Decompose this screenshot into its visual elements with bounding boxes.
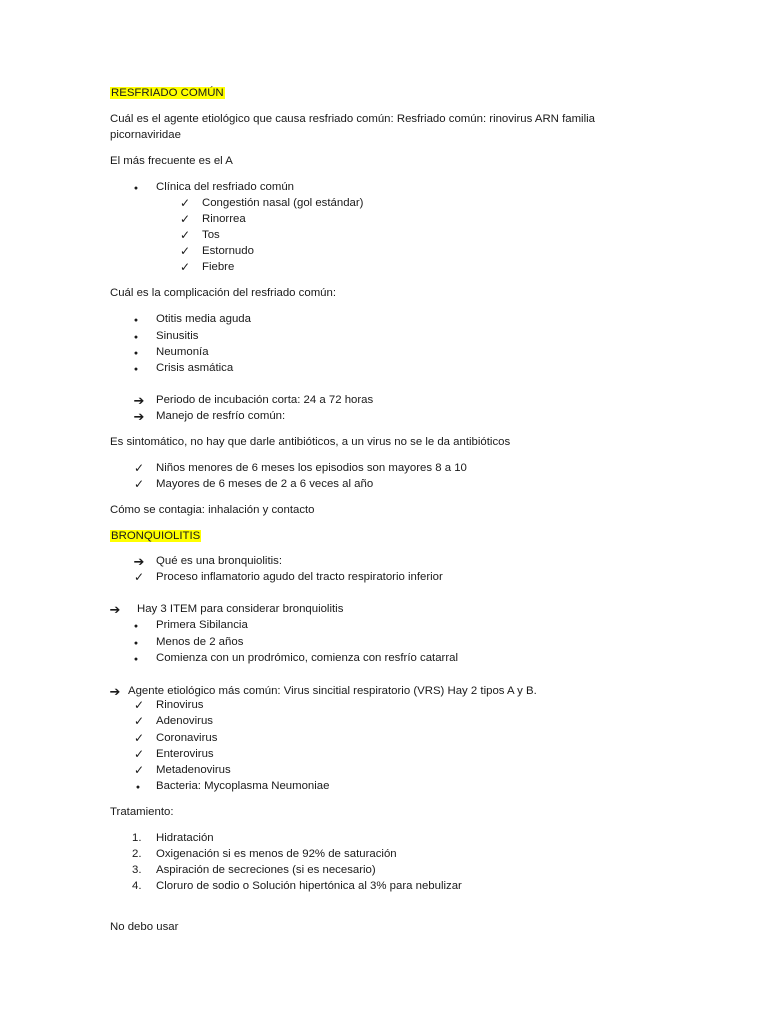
- list-item-management: Manejo de resfrío común:: [156, 410, 286, 422]
- check-icon: ✓: [133, 461, 145, 475]
- paragraph-no-debo-usar: No debo usar: [110, 921, 179, 933]
- list-item-criterion: Primera Sibilancia: [156, 619, 248, 631]
- arrow-right-icon: ➔: [109, 602, 121, 617]
- section-heading-resfriado: [110, 86, 225, 101]
- check-icon: ✓: [133, 747, 145, 761]
- paragraph-agent-question: Cuál es el agente etiológico que causa resfriado común: Resfriado común: rinovirus ARN familia: [110, 113, 595, 125]
- list-item-treatment: Cloruro de sodio o Solución hipertónica al 3% para nebulizar: [156, 880, 462, 892]
- list-item-complication: Neumonía: [156, 346, 209, 358]
- paragraph-complication-question: Cuál es la complicación del resfriado común:: [110, 287, 337, 299]
- check-icon: ✓: [179, 212, 191, 226]
- section-heading-bronquiolitis: [110, 529, 201, 544]
- paragraph-agent-question-cont: picornaviridae: [110, 129, 181, 141]
- bullet-icon: [129, 361, 143, 377]
- bullet-icon: [129, 618, 143, 634]
- list-item-virus: Coronavirus: [156, 732, 218, 744]
- paragraph-contagion: Cómo se contagia: inhalación y contacto: [110, 504, 315, 516]
- check-icon: ✓: [133, 714, 145, 728]
- check-icon: ✓: [133, 698, 145, 712]
- arrow-right-icon: ➔: [109, 684, 121, 699]
- list-item-symptom: Tos: [202, 229, 220, 241]
- heading-highlight: BRONQUIOLITIS: [111, 530, 201, 542]
- bullet-icon: [129, 635, 143, 651]
- bullet-icon: [129, 345, 143, 361]
- list-number: 4.: [132, 880, 142, 892]
- list-item-treatment: Hidratación: [156, 832, 214, 844]
- list-item-complication: Sinusitis: [156, 330, 199, 342]
- list-item-what-is: Qué es una bronquiolitis:: [156, 555, 283, 567]
- list-item-virus: Adenovirus: [156, 715, 213, 727]
- check-icon: ✓: [179, 228, 191, 242]
- arrow-right-icon: ➔: [133, 409, 145, 424]
- list-item-clinica: Clínica del resfriado común: [156, 181, 295, 193]
- bullet-icon: [129, 180, 143, 196]
- bullet-icon: [129, 651, 143, 667]
- list-item-virus: Metadenovirus: [156, 764, 231, 776]
- paragraph-most-frequent: El más frecuente es el A: [110, 155, 233, 167]
- arrow-right-icon: ➔: [133, 393, 145, 408]
- list-item-virus: Enterovirus: [156, 748, 214, 760]
- list-item-episodes: Mayores de 6 meses de 2 a 6 veces al año: [156, 478, 374, 490]
- list-item-complication: Otitis media aguda: [156, 313, 251, 325]
- bullet-icon: [129, 312, 143, 328]
- list-item-definition: Proceso inflamatorio agudo del tracto respiratorio inferior: [156, 571, 443, 583]
- bullet-icon: [131, 779, 145, 795]
- list-item-virus: Rinovirus: [156, 699, 204, 711]
- list-item-symptom: Congestión nasal (gol estándar): [202, 197, 364, 209]
- list-item-symptom: Fiebre: [202, 261, 235, 273]
- list-item-symptom: Estornudo: [202, 245, 254, 257]
- list-item-complication: Crisis asmática: [156, 362, 234, 374]
- paragraph-items-question: Hay 3 ITEM para considerar bronquiolitis: [137, 603, 344, 615]
- list-item-criterion: Menos de 2 años: [156, 636, 244, 648]
- check-icon: ✓: [133, 570, 145, 584]
- check-icon: ✓: [133, 477, 145, 491]
- paragraph-etiologic-agent: Agente etiológico más común: Virus sincitial respiratorio (VRS) Hay 2 tipos A y B.: [128, 685, 537, 697]
- list-number: 1.: [132, 832, 142, 844]
- list-item-treatment: Aspiración de secreciones (si es necesario): [156, 864, 376, 876]
- list-item-bacteria: Bacteria: Mycoplasma Neumoniae: [156, 780, 330, 792]
- list-number: 2.: [132, 848, 142, 860]
- paragraph-treatment-label: Tratamiento:: [110, 806, 174, 818]
- arrow-right-icon: ➔: [133, 554, 145, 569]
- list-item-treatment: Oxigenación si es menos de 92% de saturación: [156, 848, 397, 860]
- check-icon: ✓: [179, 260, 191, 274]
- bullet-icon: [129, 329, 143, 345]
- paragraph-symptomatic: Es sintomático, no hay que darle antibióticos, a un virus no se le da antibióticos: [110, 436, 511, 448]
- check-icon: ✓: [133, 763, 145, 777]
- list-item-symptom: Rinorrea: [202, 213, 246, 225]
- list-item-criterion: Comienza con un prodrómico, comienza con resfrío catarral: [156, 652, 458, 664]
- heading-highlight: RESFRIADO COMÚN: [111, 87, 224, 99]
- list-item-incubation: Periodo de incubación corta: 24 a 72 horas: [156, 394, 374, 406]
- check-icon: ✓: [179, 244, 191, 258]
- list-item-episodes: Niños menores de 6 meses los episodios son mayores 8 a 10: [156, 462, 467, 474]
- check-icon: ✓: [133, 731, 145, 745]
- list-number: 3.: [132, 864, 142, 876]
- check-icon: ✓: [179, 196, 191, 210]
